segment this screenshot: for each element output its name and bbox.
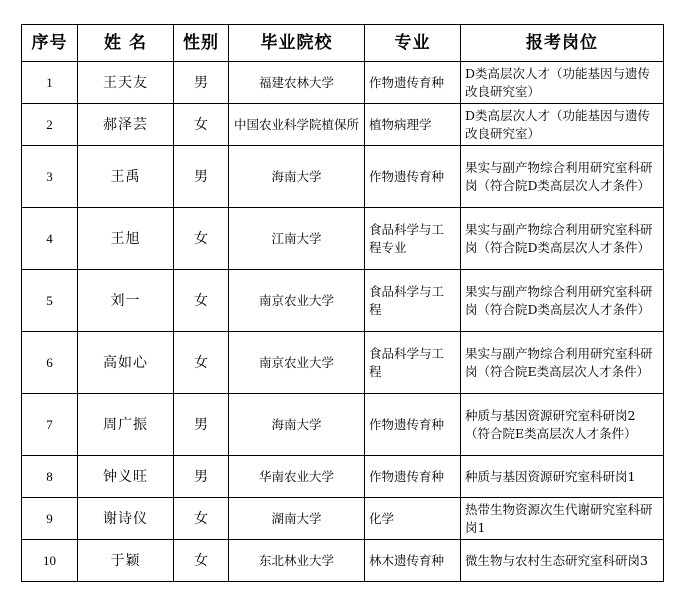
- row-gender: 男: [174, 146, 229, 208]
- table-row: [22, 208, 664, 270]
- row-major: 作物遗传育种: [365, 62, 461, 104]
- table-row: [22, 540, 664, 582]
- row-school: 海南大学: [229, 394, 365, 456]
- header-gender: 性别: [174, 25, 229, 62]
- table-row: [22, 498, 664, 540]
- row-school: 南京农业大学: [229, 332, 365, 394]
- row-major: 植物病理学: [365, 104, 461, 146]
- row-index: 1: [22, 62, 78, 104]
- header-row: [22, 25, 664, 62]
- header-school: 毕业院校: [229, 25, 365, 62]
- row-index: 3: [22, 146, 78, 208]
- row-name: 王禹: [78, 146, 174, 208]
- row-major: 林木遗传育种: [365, 540, 461, 582]
- row-school: 东北林业大学: [229, 540, 365, 582]
- row-gender: 男: [174, 62, 229, 104]
- row-name: 王天友: [78, 62, 174, 104]
- row-name: 钟义旺: [78, 456, 174, 498]
- row-index: 10: [22, 540, 78, 582]
- table-row: [22, 104, 664, 146]
- row-post: 微生物与农村生态研究室科研岗3: [461, 540, 664, 582]
- row-gender: 女: [174, 498, 229, 540]
- table-row: [22, 394, 664, 456]
- row-post: 果实与副产物综合利用研究室科研岗（符合院D类高层次人才条件）: [461, 208, 664, 270]
- row-major: 作物遗传育种: [365, 146, 461, 208]
- table-row: [22, 62, 664, 104]
- header-major: 专业: [365, 25, 461, 62]
- row-major: 作物遗传育种: [365, 394, 461, 456]
- row-school: 海南大学: [229, 146, 365, 208]
- row-name: 高如心: [78, 332, 174, 394]
- row-index: 6: [22, 332, 78, 394]
- row-school: 湖南大学: [229, 498, 365, 540]
- header-post: 报考岗位: [461, 25, 664, 62]
- row-major: 食品科学与工程: [365, 332, 461, 394]
- table-row: [22, 332, 664, 394]
- row-major: 食品科学与工程: [365, 270, 461, 332]
- row-school: 中国农业科学院植保所: [229, 104, 365, 146]
- row-gender: 女: [174, 208, 229, 270]
- row-school: 江南大学: [229, 208, 365, 270]
- row-name: 郝泽芸: [78, 104, 174, 146]
- row-post: 果实与副产物综合利用研究室科研岗（符合院D类高层次人才条件）: [461, 146, 664, 208]
- row-name: 周广振: [78, 394, 174, 456]
- row-index: 2: [22, 104, 78, 146]
- row-post: 种质与基因资源研究室科研岗2（符合院E类高层次人才条件）: [461, 394, 664, 456]
- row-post: 果实与副产物综合利用研究室科研岗（符合院D类高层次人才条件）: [461, 270, 664, 332]
- row-name: 谢诗仪: [78, 498, 174, 540]
- row-name: 于颖: [78, 540, 174, 582]
- row-major: 作物遗传育种: [365, 456, 461, 498]
- row-index: 4: [22, 208, 78, 270]
- row-post: 热带生物资源次生代谢研究室科研岗1: [461, 498, 664, 540]
- row-gender: 女: [174, 332, 229, 394]
- header-name: 姓 名: [78, 25, 174, 62]
- row-post: 果实与副产物综合利用研究室科研岗（符合院E类高层次人才条件）: [461, 332, 664, 394]
- row-school: 南京农业大学: [229, 270, 365, 332]
- row-name: 王旭: [78, 208, 174, 270]
- header-index: 序号: [22, 25, 78, 62]
- row-gender: 男: [174, 394, 229, 456]
- table-row: [22, 270, 664, 332]
- row-index: 8: [22, 456, 78, 498]
- candidate-table: [21, 24, 664, 582]
- row-school: 华南农业大学: [229, 456, 365, 498]
- row-school: 福建农林大学: [229, 62, 365, 104]
- row-gender: 女: [174, 104, 229, 146]
- row-major: 化学: [365, 498, 461, 540]
- row-post: D类高层次人才（功能基因与遗传改良研究室）: [461, 104, 664, 146]
- row-index: 7: [22, 394, 78, 456]
- row-index: 9: [22, 498, 78, 540]
- row-gender: 女: [174, 270, 229, 332]
- row-post: 种质与基因资源研究室科研岗1: [461, 456, 664, 498]
- row-gender: 男: [174, 456, 229, 498]
- table-row: [22, 146, 664, 208]
- row-post: D类高层次人才（功能基因与遗传改良研究室）: [461, 62, 664, 104]
- row-index: 5: [22, 270, 78, 332]
- row-major: 食品科学与工程专业: [365, 208, 461, 270]
- row-name: 刘一: [78, 270, 174, 332]
- row-gender: 女: [174, 540, 229, 582]
- table-row: [22, 456, 664, 498]
